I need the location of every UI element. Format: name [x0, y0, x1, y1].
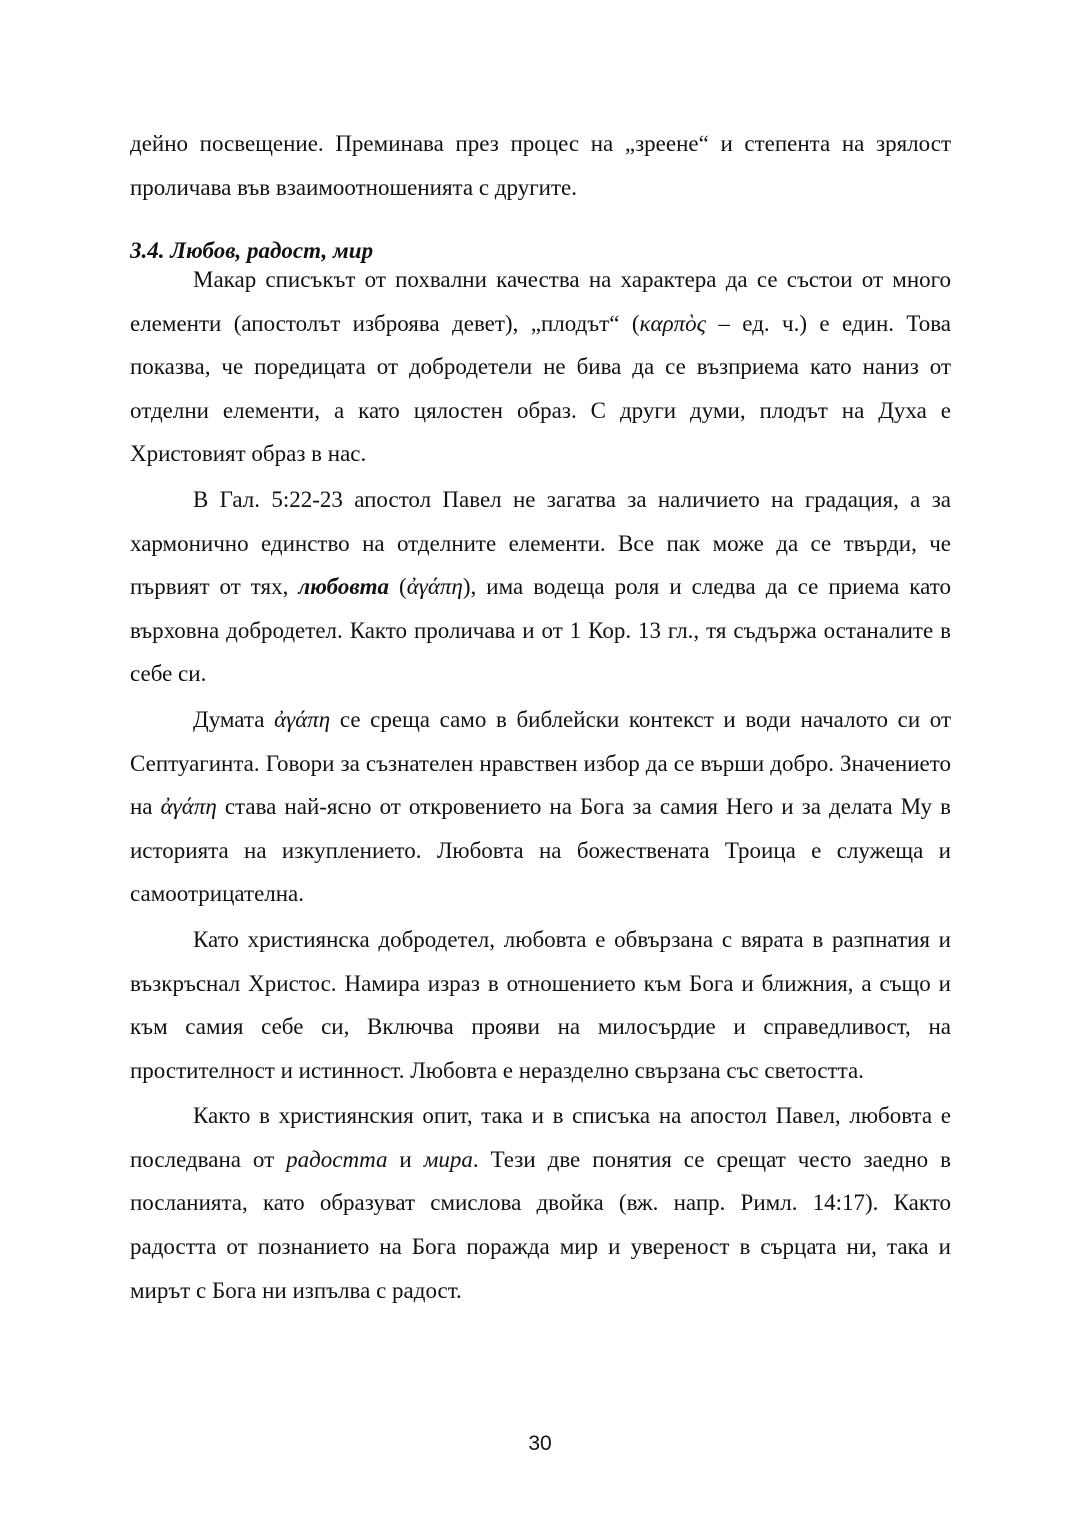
p5-italic-joy: радостта — [286, 1146, 388, 1172]
paragraph-2 — [130, 478, 951, 696]
intro-paragraph: дейно посвещение. Преминава през процес на „зреене“ и степента на зрялост проличава във взаимоотношенията с другите. — [130, 131, 951, 200]
p5-italic-peace: мира — [423, 1146, 473, 1172]
p1-text-a: Макар списъкът от похвални качества на характера да се състои от много елементи (апостолът изброява девет), „плодът“ ( — [130, 267, 951, 336]
paragraph-4: Като християнска добродетел, любовта е обвързана с вярата в разпнатия и възкръснал Христос. Намира израз в отношението към Бога и ближния, а също и към самия себе си, Включва прояви на милосърдие и справедливост, на простителност и истинност. Любовта е неразделно свързана със светостта. — [130, 926, 951, 1083]
section-body — [130, 258, 951, 1312]
page-number: 30 — [528, 1432, 552, 1455]
p5-text-c: . Тези две понятия се срещат често заедно в посланията, като образуват смислова двойка (вж. напр. Римл. 14:17). Както радостта от познанието на Бога поражда мир и увереност в сърцата ни, така и мирът с Бога ни изпълва с радост. — [130, 1146, 951, 1303]
paragraph-3 — [130, 698, 951, 916]
p1-greek-karpos: καρπὸς — [639, 310, 706, 336]
p5-text-b: и — [387, 1146, 424, 1172]
paragraph-1 — [130, 258, 951, 476]
p3-text-a: Думата — [193, 706, 275, 732]
p3-greek-agape-2: ἀγάπη — [160, 794, 217, 820]
p2-text-c: ), има водеща роля и следва да се приема като върховна добродетел. Както проличава и от 1 Кор. 13 гл., тя съдържа останалите в себе си. — [130, 574, 951, 687]
p1-text-b: – ед. ч.) е един. Това показва, че поредицата от добродетели не бива да се възприема като наниз от отделни елементи, а като цялостен образ. С други думи, плодът на Духа е Христовият образ в нас. — [130, 310, 951, 467]
paragraph-5 — [130, 1094, 951, 1312]
intro-paragraph-block — [130, 122, 951, 209]
p3-greek-agape-1: ἀγάπη — [274, 706, 331, 732]
p2-bold-word: любовта — [298, 574, 390, 600]
p2-greek-agape: ἀγάπη — [406, 574, 463, 600]
section-heading: 3.4. Любов, радост, мир — [130, 238, 374, 263]
p2-text-a: В Гал. 5:22-23 апостол Павел не загатва за наличието на градация, а за хармонично единство на отделните елементи. Все пак може да се твърди, че първият от тях, — [130, 486, 951, 600]
p2-text-b: ( — [389, 574, 407, 600]
p3-text-c: става най-ясно от откровението на Бога за самия Него и за делата Му в историята на изкуплението. Любовта на божествената Троица е служеща и самоотрицателна. — [130, 794, 951, 907]
p5-text-a: Както в християнския опит, така и в списъка на апостол Павел, любовта е последвана от — [130, 1103, 951, 1172]
p3-text-b: се среща само в библейски контекст и води началото си от Септуагинта. Говори за съзнателен нравствен избор да се върши добро. Значението на — [130, 706, 952, 820]
